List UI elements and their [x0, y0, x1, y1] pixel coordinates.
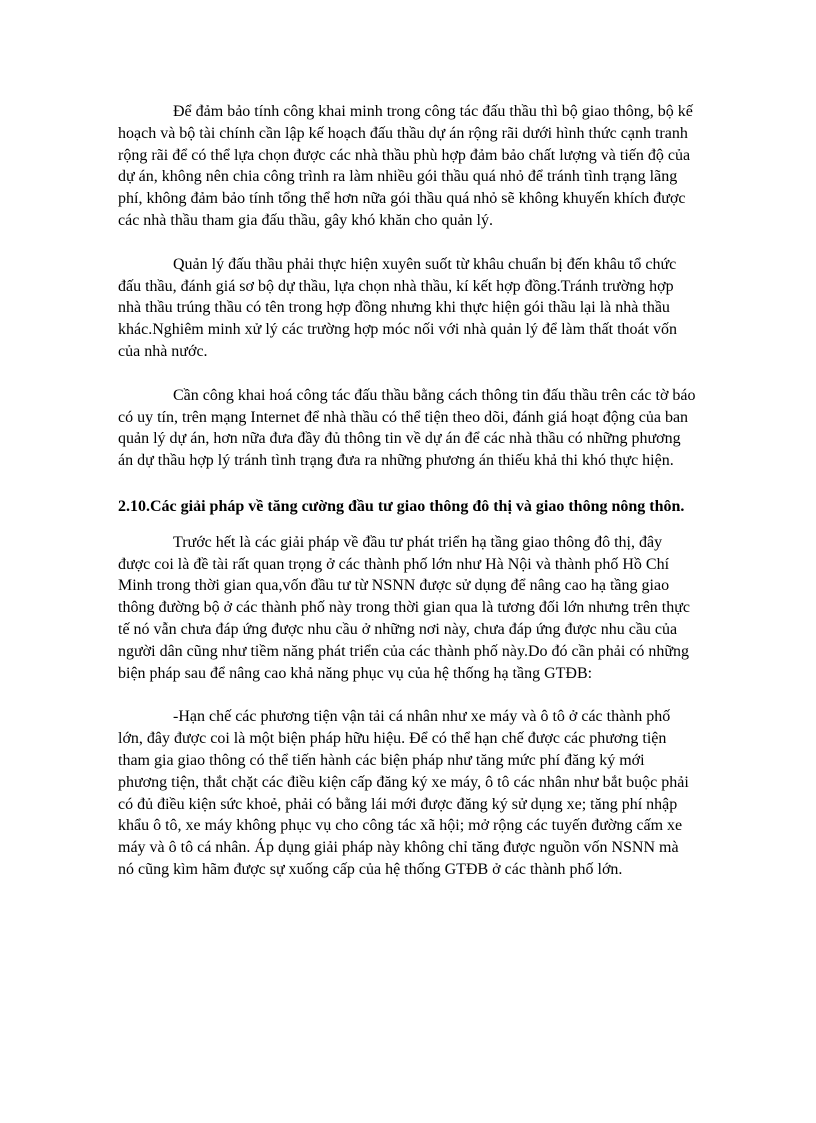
document-page: [118, 101, 696, 881]
paragraph-bidding-publicity: Cần công khai hoá công tác đấu thầu bằng cách thông tin đấu thầu trên các tờ báo có uy tín, trên mạng Internet để nhà thầu có thể tiện theo dõi, đánh giá hoạt động của ban quản lý dự án, hơn nữa đưa đầy đủ thông tin về dự án để các nhà thầu có những phương án dự thầu hợp lý tránh tình trạng đưa ra những phương án thiếu khả thi khó thực hiện.: [118, 386, 696, 470]
paragraph-bidding-management: Quản lý đấu thầu phải thực hiện xuyên suốt từ khâu chuẩn bị đến khâu tổ chức đấu thầu, đánh giá sơ bộ dự thầu, lựa chọn nhà thầu, kí kết hợp đồng.Tránh trường hợp nhà thầu trúng thầu có tên trong hợp đồng nhưng khi thực hiện gói thầu lại là nhà thầu khác.Nghiêm minh xử lý các trường hợp móc nối với nhà quản lý để làm thất thoát vốn của nhà nước.: [118, 255, 678, 360]
paragraph-vehicle-restriction: -Hạn chế các phương tiện vận tải cá nhân như xe máy và ô tô ở các thành phố lớn, đây được coi là một biện pháp hữu hiệu. Để có thể hạn chế được các phương tiện tham gia giao thông có thể tiến hành các biện pháp như tăng mức phí đăng ký mới phương tiện, thắt chặt các điều kiện cấp đăng ký xe máy, ô tô các nhân như bắt buộc phải có đủ điều kiện sức khoẻ, phải có bằng lái mới được đăng ký sử dụng xe; tăng phí nhập khẩu ô tô, xe máy không phục vụ cho công tác xã hội; mở rộng các tuyến đường cấm xe máy và ô tô cá nhân. Áp dụng giải pháp này không chỉ tăng được nguồn vốn NSNN mà nó cũng kìm hãm được sự xuống cấp của hệ thống GTĐB ở các thành phố lớn.: [118, 708, 689, 878]
paragraph-urban-infrastructure: Trước hết là các giải pháp về đầu tư phát triển hạ tầng giao thông đô thị, đây được coi là đề tài rất quan trọng ở các thành phố lớn như Hà Nội và thành phố Hồ Chí Minh trong thời gian qua,vốn đầu tư từ NSNN được sử dụng để nâng cao hạ tầng giao thông đường bộ ở các thành phố này trong thời gian qua là tương đối lớn nhưng trên thực tế nó vẫn chưa đáp ứng được nhu cầu ở những nơi này, chưa đáp ứng được nhu cầu của người dân cũng như tiềm năng phát triển của các thành phố này.Do đó cần phải có những biện pháp sau để nâng cao khả năng phục vụ của hệ thống hạ tầng GTĐB:: [118, 533, 691, 682]
paragraph-bidding-transparency: Để đảm bảo tính công khai minh trong công tác đấu thầu thì bộ giao thông, bộ kế hoạch và bộ tài chính cần lập kế hoạch đấu thầu dự án rộng rãi dưới hình thức cạnh tranh rộng rãi để có thể lựa chọn được các nhà thầu phù hợp đảm bảo chất lượng và tiến độ của dự án, không nên chia công trình ra làm nhiều gói thầu quá nhỏ để tránh tình trạng lãng phí, không đảm bảo tính tổng thể hơn nữa gói thầu quá nhỏ sẽ không khuyến khích được các nhà thầu tham gia đấu thầu, gây khó khăn cho quản lý.: [118, 103, 693, 229]
section-heading: 2.10.Các giải pháp về tăng cường đầu tư giao thông đô thị và giao thông nông thôn.: [118, 497, 685, 515]
